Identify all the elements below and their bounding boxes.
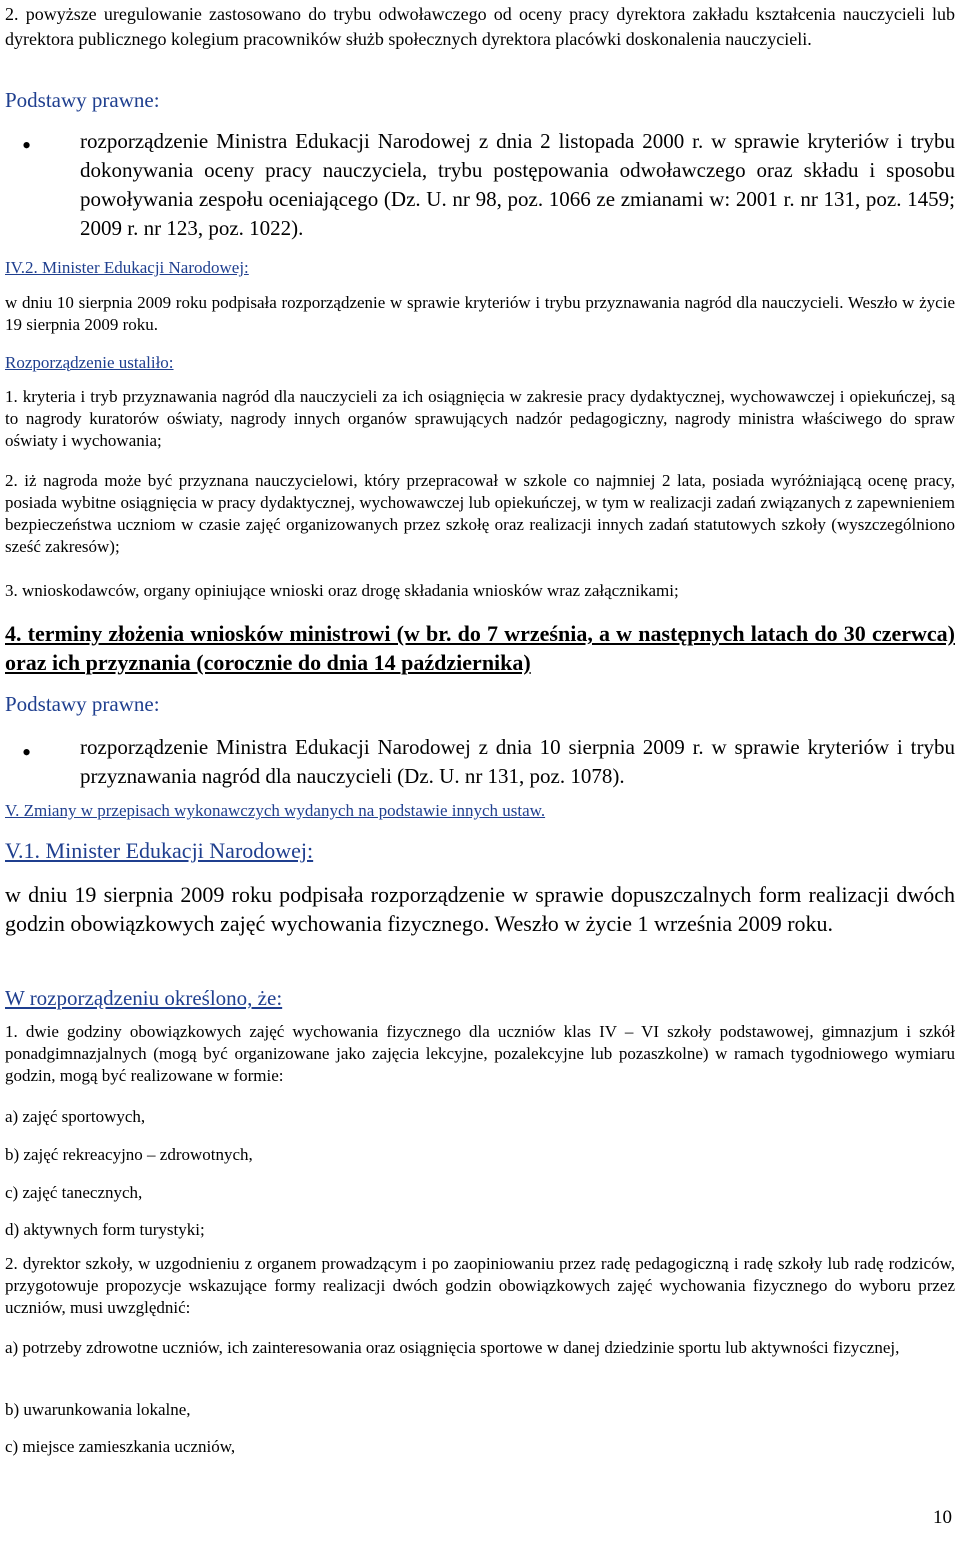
heading-specified: W rozporządzeniu określono, że: bbox=[5, 986, 283, 1010]
list-item-c2: c) miejsce zamieszkania uczniów, bbox=[5, 1437, 236, 1456]
paragraph-intro-2: 2. powyższe uregulowanie zastosowano do trybu odwoławczego od oceny pracy dyrektora zakładu kształcenia nauczycieli lub dyrektora publicznego kolegium pracowników służb społecznych dyrektora placówki doskonalenia nauczycieli. bbox=[5, 4, 955, 49]
bullet-legal-basis-1: rozporządzenie Ministra Edukacji Narodowej z dnia 2 listopada 2000 r. w sprawie kryteriów i trybu dokonywania oceny pracy nauczyciela, trybu postępowania odwoławczego oraz składu i sposobu powoływania zespołu oceniającego (Dz. U. nr 98, poz. 1066 ze zmianami w: 2001 r. nr 131, poz. 1459; 2009 r. nr 123, poz. 1022). bbox=[80, 129, 955, 240]
list-item-d1: d) aktywnych form turystyki; bbox=[5, 1220, 205, 1239]
list-item-b2: b) uwarunkowania lokalne, bbox=[5, 1400, 191, 1419]
bullet-icon: • bbox=[22, 131, 32, 160]
list-item-b1: b) zajęć rekreacyjno – zdrowotnych, bbox=[5, 1145, 253, 1164]
paragraph-iv2-item-1: 1. kryteria i tryb przyznawania nagród dla nauczycieli za ich osiągnięcia w zakresie pracy dydaktycznej, wychowawczej i opiekuńczej, są to nagrody kuratorów oświaty, nagrody innych organów sprawujących nadzór pedagogiczny, nagrody ministra właściwego do spraw oświaty i wychowania; bbox=[5, 387, 955, 450]
paragraph-iv2-intro: w dniu 10 sierpnia 2009 roku podpisała rozporządzenie w sprawie kryteriów i trybu przyznawania nagród dla nauczycieli. Weszło w życie 19 sierpnia 2009 roku. bbox=[5, 293, 955, 334]
paragraph-v1-item-2: 2. dyrektor szkoły, w uzgodnieniu z organem prowadzącym i po zaopiniowaniu przez radę pedagogiczną i radę szkoły lub radę rodziców, przygotowuje propozycje wskazujące formy realizacji dwóch godzin obowiązkowych zajęć wychowania fizycznego do wyboru przez uczniów, musi uwzględnić: bbox=[5, 1254, 955, 1317]
heading-iv2: IV.2. Minister Edukacji Narodowej: bbox=[5, 258, 249, 277]
paragraph-iv2-item-2: 2. iż nagroda może być przyznana nauczycielowi, który przepracował w szkole co najmniej 2 lata, posiada wyróżniającą ocenę pracy, posiada wybitne osiągnięcia w pracy dydaktycznej, wychowawczej lub opiekuńczej, w tym w realizacji zadań związanych z zapewnieniem bezpieczeństwa uczniom w czasie zajęć organizowanych przez szkołę oraz realizacji innych zadań statutowych szkoły (wyszczególniono sześć zakresów); bbox=[5, 471, 955, 556]
bullet-icon: • bbox=[22, 738, 32, 767]
list-item-c1: c) zajęć tanecznych, bbox=[5, 1183, 143, 1202]
heading-v1: V.1. Minister Edukacji Narodowej: bbox=[5, 838, 314, 863]
heading-established: Rozporządzenie ustaliło: bbox=[5, 353, 174, 372]
heading-v: V. Zmiany w przepisach wykonawczych wydanych na podstawie innych ustaw. bbox=[5, 801, 546, 820]
paragraph-v1-item-1: 1. dwie godziny obowiązkowych zajęć wychowania fizycznego dla uczniów klas IV – VI szkoły podstawowej, gimnazjum i szkół ponadgimnazjalnych (mogą być organizowane jako zajęcia lekcyjne, pozalekcyjne lub pozaszkolne) w ramach tygodniowego wymiaru godzin, mogą być realizowane w formie: bbox=[5, 1022, 955, 1085]
page-number: 10 bbox=[933, 1507, 952, 1528]
heading-legal-basis-2: Podstawy prawne: bbox=[5, 692, 160, 716]
list-item-a2: a) potrzeby zdrowotne uczniów, ich zainteresowania oraz osiągnięcia sportowe w danej dziedzinie sportu lub aktywności fizycznej, bbox=[5, 1338, 900, 1357]
paragraph-iv2-item-4: 4. terminy złożenia wniosków ministrowi (w br. do 7 września, a w następnych latach do 30 czerwca) oraz ich przyznania (corocznie do dnia 14 października) bbox=[5, 621, 955, 675]
bullet-legal-basis-2: rozporządzenie Ministra Edukacji Narodowej z dnia 10 sierpnia 2009 r. w sprawie kryteriów i trybu przyznawania nagród dla nauczycieli (Dz. U. nr 131, poz. 1078). bbox=[80, 735, 955, 788]
list-item-a1: a) zajęć sportowych, bbox=[5, 1107, 146, 1126]
paragraph-iv2-item-3: 3. wnioskodawców, organy opiniujące wnioski oraz drogę składania wniosków wraz załącznikami; bbox=[5, 581, 679, 600]
paragraph-v1-intro: w dniu 19 sierpnia 2009 roku podpisała rozporządzenie w sprawie dopuszczalnych form realizacji dwóch godzin obowiązkowych zajęć wychowania fizycznego. Weszło w życie 1 września 2009 roku. bbox=[5, 882, 955, 936]
heading-legal-basis-1: Podstawy prawne: bbox=[5, 88, 160, 112]
